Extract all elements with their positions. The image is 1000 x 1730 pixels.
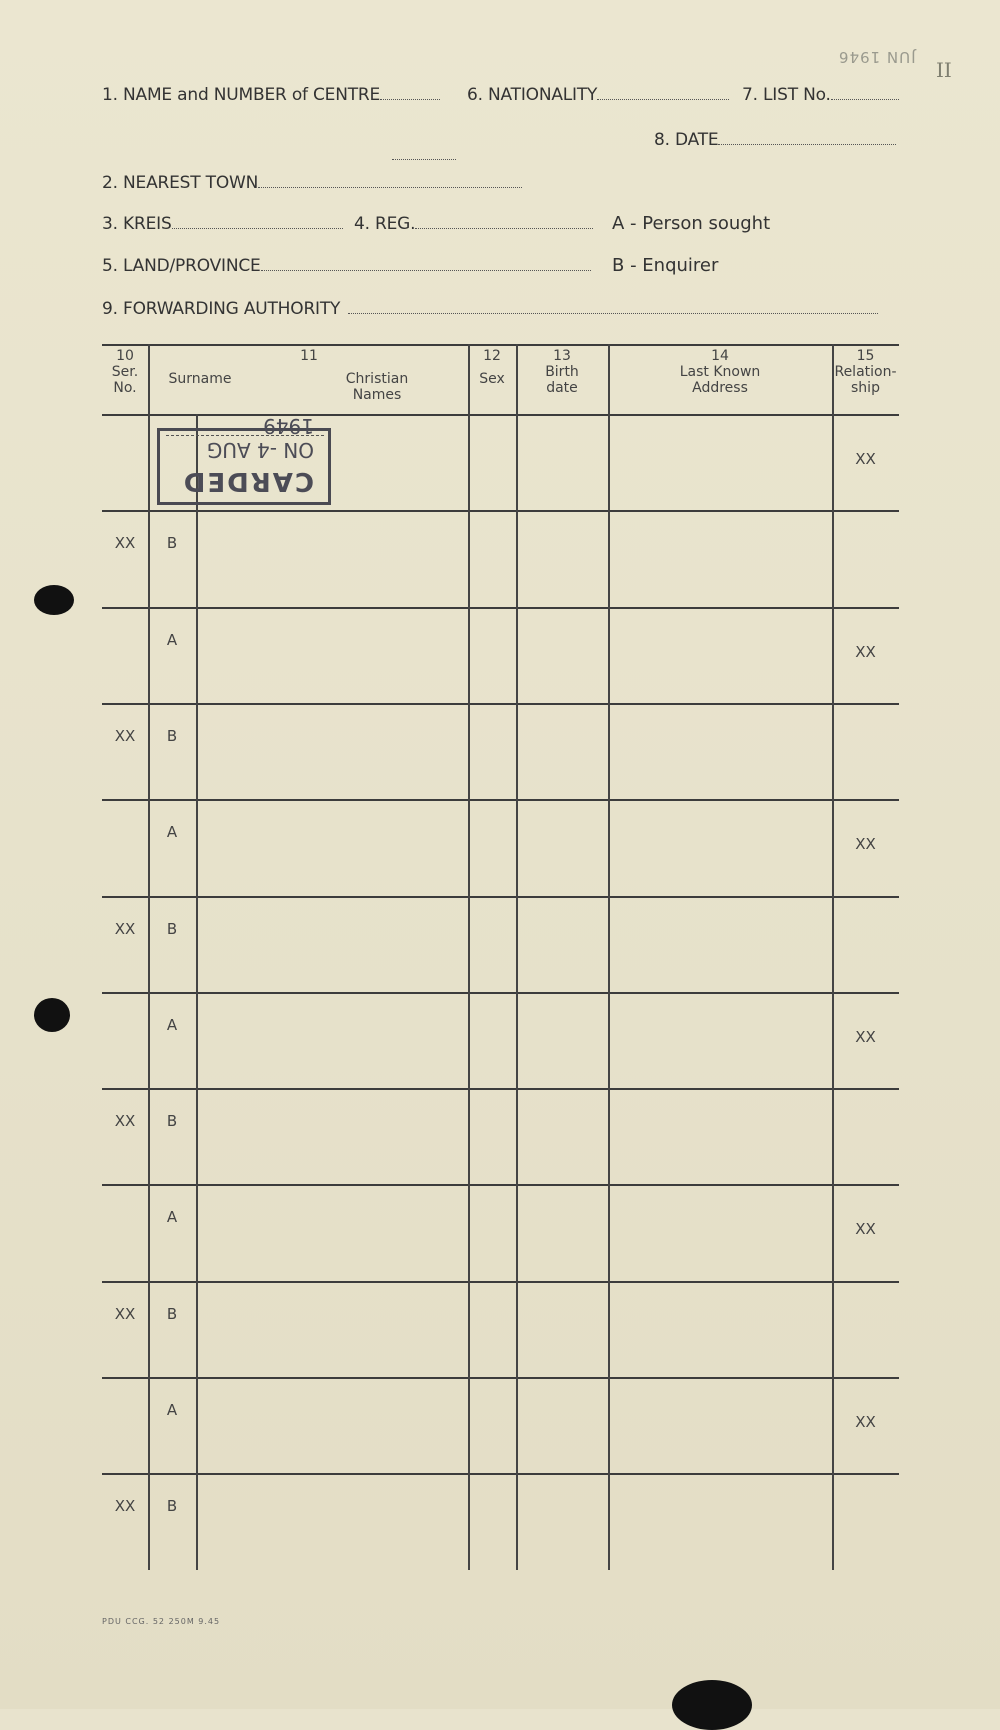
header-relationship-l1: Relation-	[834, 364, 897, 380]
centre-continuation	[392, 145, 456, 164]
table-row	[102, 1088, 899, 1184]
row-type: B	[166, 726, 178, 745]
header-relationship-l2: ship	[851, 380, 880, 396]
row-type: B	[166, 1304, 178, 1323]
header-christian-l2: Names	[352, 387, 402, 403]
nationality-dots	[597, 98, 729, 100]
forwarding-authority-label: 9. FORWARDING AUTHORITY	[102, 299, 341, 319]
date-dots	[718, 143, 896, 145]
table-top-rule	[102, 344, 899, 346]
table-row	[102, 896, 899, 992]
nationality-label: 6. NATIONALITY	[467, 85, 598, 105]
stamp-date-line: ON -4 AUG 1949	[206, 414, 314, 462]
row-relationship: XX	[855, 642, 876, 661]
header-birth-l1: Birth	[545, 364, 579, 380]
header-ser-no	[102, 348, 148, 396]
header-address-l1: Last Known	[679, 364, 761, 380]
row-ser-no: XX	[114, 534, 136, 553]
row-relationship: XX	[855, 450, 876, 468]
header-sex-l1: Sex	[479, 371, 505, 387]
row-type: A	[166, 1401, 178, 1419]
header-surname: Surname	[168, 371, 232, 387]
header-address	[608, 348, 832, 396]
forwarding-authority-field	[102, 299, 878, 319]
land-province-field	[102, 256, 591, 276]
list-no-field	[742, 85, 899, 105]
centre-field	[102, 85, 440, 105]
row-type: A	[166, 1015, 178, 1034]
legend-person-sought: A - Person sought	[612, 213, 771, 234]
kreis-field	[102, 214, 343, 234]
table-row	[102, 1184, 899, 1280]
centre-label: 1. NAME and NUMBER of CENTRE	[102, 85, 381, 105]
punch-hole-bottom	[34, 998, 70, 1032]
row-ser-no: XX	[114, 1304, 136, 1323]
list-no-label: 7. LIST No.	[742, 85, 831, 105]
kreis-dots	[172, 227, 343, 229]
header-birth-date	[516, 348, 608, 396]
table-row	[102, 799, 899, 895]
reg-label: 4. REG.	[354, 214, 416, 234]
header-sex	[468, 348, 516, 387]
form-code: PDU CCG. 52 250M 9.45	[102, 1617, 221, 1626]
row-type: A	[166, 1208, 178, 1227]
row-type: B	[166, 534, 178, 553]
row-relationship: XX	[855, 1220, 876, 1239]
header-address-l2: Address	[692, 380, 748, 396]
header-birth-l2: date	[546, 380, 578, 396]
legend-enquirer: B - Enquirer	[612, 255, 719, 276]
nearest-town-dots	[258, 186, 522, 188]
centre-continuation-dots	[392, 158, 456, 160]
nationality-field	[467, 85, 729, 105]
header-christian-l1: Christian	[345, 371, 409, 387]
date-label: 8. DATE	[654, 130, 719, 150]
table-row	[102, 1473, 899, 1569]
table-row	[102, 992, 899, 1088]
row-type: A	[166, 630, 178, 649]
table-row	[102, 1377, 899, 1473]
land-province-label: 5. LAND/PROVINCE	[102, 256, 261, 276]
punch-hole-top	[34, 585, 74, 615]
table-row	[102, 1281, 899, 1377]
reg-field	[354, 214, 593, 234]
row-ser-no: XX	[114, 919, 136, 938]
row-ser-no: XX	[114, 1497, 136, 1516]
header-ser-l1: Ser.	[111, 364, 139, 380]
row-relationship: XX	[855, 835, 876, 854]
header-birth-num: 13	[553, 348, 571, 364]
nearest-town-label: 2. NEAREST TOWN	[102, 173, 259, 193]
date-field	[654, 130, 896, 150]
header-names-num: 11	[300, 348, 318, 364]
table-row	[102, 607, 899, 703]
row-relationship: XX	[855, 1027, 876, 1046]
table-row	[102, 510, 899, 606]
header-christian-names	[322, 371, 432, 403]
row-ser-no: XX	[114, 1112, 136, 1131]
row-relationship: XX	[855, 1413, 876, 1431]
land-province-dots	[261, 269, 591, 271]
stamp-word: CARDED	[181, 466, 314, 496]
corner-stamp-mark: JUN 1946	[838, 48, 916, 66]
centre-dots	[380, 98, 440, 100]
carded-stamp	[157, 414, 331, 505]
corner-initials: II	[936, 58, 952, 82]
row-ser-no: XX	[114, 726, 136, 745]
records-table	[102, 344, 899, 1570]
kreis-label: 3. KREIS	[102, 214, 172, 234]
reg-dots	[415, 227, 593, 229]
stamp-dash	[166, 435, 324, 436]
forwarding-authority-dots	[348, 312, 878, 314]
row-type: B	[166, 1497, 178, 1516]
header-ser-l2: No.	[113, 380, 137, 396]
row-type: B	[166, 1112, 178, 1131]
row-type: A	[166, 823, 178, 842]
table-row	[102, 703, 899, 799]
header-relationship-num: 15	[856, 348, 875, 364]
header-address-num: 14	[711, 348, 729, 364]
list-no-dots	[831, 98, 899, 100]
row-type: B	[166, 919, 178, 938]
header-relationship	[832, 348, 899, 396]
header-sex-num: 12	[483, 348, 501, 364]
bottom-edge-mark	[672, 1680, 752, 1730]
nearest-town-field	[102, 173, 522, 193]
header-ser-num: 10	[116, 348, 134, 364]
